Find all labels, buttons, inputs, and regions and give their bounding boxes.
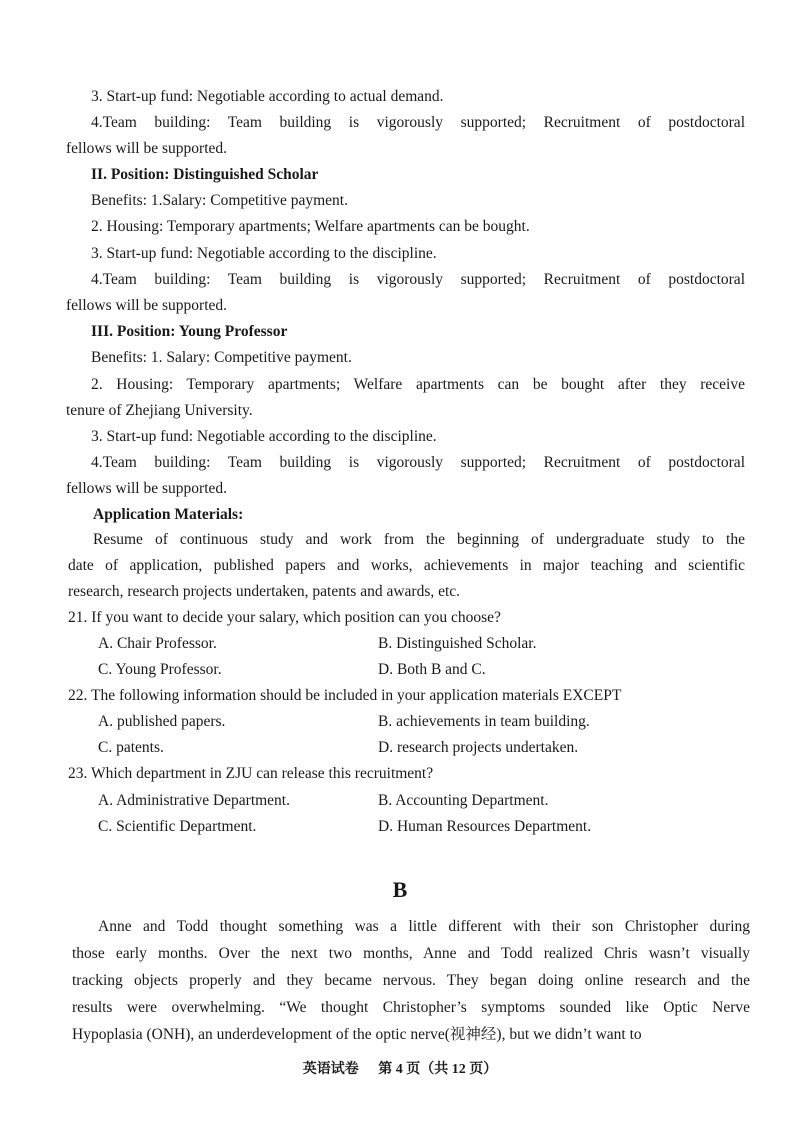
text-line: Anne and Todd thought something was a little different with their son Christopher during <box>98 918 750 935</box>
question-option: C. Scientific Department. <box>98 818 257 835</box>
text-line: those early months. Over the next two months, Anne and Todd realized Chris wasn’t visually <box>72 945 750 962</box>
text-line: Benefits: 1.Salary: Competitive payment. <box>91 192 348 209</box>
text-line: Benefits: 1. Salary: Competitive payment. <box>91 349 352 366</box>
text-line: fellows will be supported. <box>66 140 228 157</box>
text-line: 3. Start-up fund: Negotiable according to actual demand. <box>91 88 444 105</box>
question-option: B. achievements in team building. <box>378 713 590 730</box>
text-line: 3. Start-up fund: Negotiable according to the discipline. <box>91 428 437 445</box>
question-stem: 23. Which department in ZJU can release this recruitment? <box>68 765 434 782</box>
text-line: research, research projects undertaken, patents and awards, etc. <box>68 583 461 600</box>
question-option: C. Young Professor. <box>98 661 222 678</box>
text-line: fellows will be supported. <box>66 480 228 497</box>
text-line: tenure of Zhejiang University. <box>66 402 253 419</box>
text-line: Resume of continuous study and work from the beginning of undergraduate study to the <box>93 531 745 548</box>
question-option: B. Distinguished Scholar. <box>378 635 537 652</box>
text-line: 2. Housing: Temporary apartments; Welfare apartments can be bought after they receive <box>91 376 745 393</box>
question-option: D. Human Resources Department. <box>378 818 592 835</box>
question-option: A. Administrative Department. <box>98 792 290 809</box>
footer-subject: 英语试卷 <box>302 1062 359 1077</box>
question-option: D. Both B and C. <box>378 661 486 678</box>
question-stem: 22. The following information should be included in your application materials EXCEPT <box>68 687 622 704</box>
text-line: date of application, published papers and works, achievements in major teaching and scientific <box>68 557 745 574</box>
position-heading: II. Position: Distinguished Scholar <box>91 166 319 183</box>
question-option: C. patents. <box>98 739 164 756</box>
application-materials-heading: Application Materials: <box>93 506 244 523</box>
text-line: 4.Team building: Team building is vigorously supported; Recruitment of postdoctoral <box>91 114 745 131</box>
text-line: 4.Team building: Team building is vigorously supported; Recruitment of postdoctoral <box>91 454 745 471</box>
text-line: 4.Team building: Team building is vigorously supported; Recruitment of postdoctoral <box>91 271 745 288</box>
question-option: B. Accounting Department. <box>378 792 549 809</box>
text-line: Hypoplasia (ONH), an underdevelopment of the optic nerve(视神经), but we didn’t want to <box>72 1026 642 1043</box>
question-option: D. research projects undertaken. <box>378 739 579 756</box>
footer-page-number: 第 4 页（共 12 页） <box>378 1062 498 1077</box>
question-stem: 21. If you want to decide your salary, which position can you choose? <box>68 609 501 626</box>
text-line: 2. Housing: Temporary apartments; Welfare apartments can be bought. <box>91 218 530 235</box>
page-footer <box>0 1058 800 1078</box>
text-line: results were overwhelming. “We thought Christopher’s symptoms sounded like Optic Nerve <box>72 999 750 1016</box>
section-heading: B <box>392 877 408 902</box>
text-line: fellows will be supported. <box>66 297 228 314</box>
text-line: tracking objects properly and they became nervous. They began doing online research and the <box>72 972 750 989</box>
question-option: A. Chair Professor. <box>98 635 217 652</box>
question-option: A. published papers. <box>98 713 226 730</box>
position-heading: III. Position: Young Professor <box>91 323 288 340</box>
text-line: 3. Start-up fund: Negotiable according to the discipline. <box>91 245 437 262</box>
